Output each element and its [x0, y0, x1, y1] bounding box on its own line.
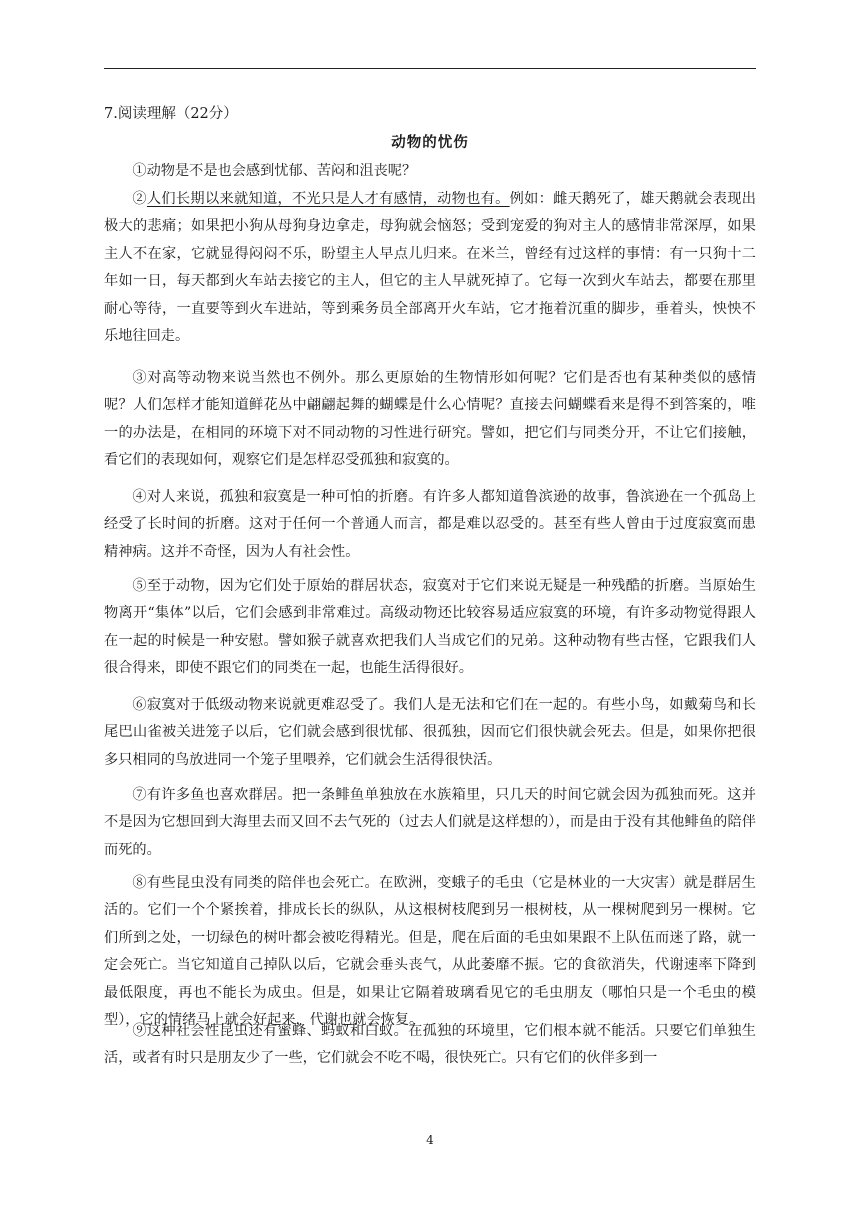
paragraph-3: ③对高等动物来说当然也不例外。那么更原始的生物情形如何呢？它们是否也有某种类似的感情呢？人们怎样才能知道鲜花丛中翩翩起舞的蝴蝶是什么心情呢？直接去问蝴蝶看来是得不到答案的，唯一的办法是，在相同的环境下对不同动物的习性进行研究。譬如，把它们与同类分开，不让它们接触，看它们的表现如何，观察它们是怎样忍受孤独和寂寞的。	[104, 370, 756, 469]
article-title: 动物的忧伤	[391, 134, 469, 151]
paragraph-1: ①动物是不是也会感到忧郁、苦闷和沮丧呢？	[132, 163, 417, 179]
header-rule	[104, 68, 756, 69]
paragraph-5: ⑤至于动物，因为它们处于原始的群居状态，寂寞对于它们来说无疑是一种残酷的折磨。当原始生物离开“集体”以后，它们会感到非常难过。高级动物还比较容易适应寂寞的环境，有许多动物觉得跟人在一起的时候是一种安慰。譬如猴子就喜欢把我们人当成它们的兄弟。这种动物有些古怪，它跟我们人很合得来，即使不跟它们的同类在一起，也能生活得很好。	[104, 578, 756, 677]
paragraph-8: ⑧有些昆虫没有同类的陪伴也会死亡。在欧洲，变蛾子的毛虫（它是林业的一大灾害）就是群居生活的。它们一个个紧挨着，排成长长的纵队，从这根树枝爬到另一根树枝，从一棵树爬到另一棵树。它们所到之处，一切绿色的树叶都会被吃得精光。但是，爬在后面的毛虫如果跟不上队伍而迷了路，就一定会死亡。当它知道自己掉队以后，它就会垂头丧气，从此萎靡不振。它的食欲消失，代谢速率下降到最低限度，再也不能长为成虫。但是，如果让它隔着玻璃看见它的毛虫朋友（哪怕只是一个毛虫的模型），它的情绪马上就会好起来，代谢也就会恢复。	[104, 875, 756, 1029]
paragraph-2-body: 例如：雌天鹅死了，雄天鹅就会表现出极大的悲痛；如果把小狗从母狗身边拿走，母狗就会恼怒；受到宠爱的狗对主人的感情非常深厚，如果主人不在家，它就显得闷闷不乐，盼望主人早点儿归来。在米兰，曾经有过这样的事情：有一只狗十二年如一日，每天都到火车站去接它的主人，但它的主人早就死掉了。它每一次到火车站去，都要在那里耐心等待，一直要等到火车进站，等到乘务员全部离开火车站，它才拖着沉重的脚步，垂着头，怏怏不乐地往回走。	[104, 191, 756, 345]
page-number: 4	[426, 1133, 434, 1147]
paragraph-2	[104, 186, 756, 350]
paragraph-2-number: ②	[132, 191, 147, 207]
underlined-sentence: 人们长期以来就知道，不光只是人才有感情，动物也有。	[146, 191, 510, 207]
paragraph-4: ④对人来说，孤独和寂寞是一种可怕的折磨。有许多人都知道鲁滨逊的故事，鲁滨逊在一个孤岛上经受了长时间的折磨。这对于任何一个普通人而言，都是难以忍受的。甚至有些人曾由于过度寂寞而患精神病。这并不奇怪，因为人有社会性。	[104, 489, 756, 560]
paragraph-6: ⑥寂寞对于低级动物来说就更难忍受了。我们人是无法和它们在一起的。有些小鸟，如戴菊鸟和长尾巴山雀被关进笼子以后，它们就会感到很忧郁、很孤独，因而它们很快就会死去。但是，如果你把很多只相同的鸟放进同一个笼子里喂养，它们就会生活得很快活。	[104, 697, 756, 768]
question-heading: 7.阅读理解（22分）	[104, 106, 238, 122]
paragraph-7: ⑦有许多鱼也喜欢群居。把一条鲱鱼单独放在水族箱里，只几天的时间它就会因为孤独而死。这并不是因为它想回到大海里去而又回不去气死的（过去人们就是这样想的），而是由于没有其他鲱鱼的陪伴而死的。	[104, 787, 756, 858]
paragraph-9: ⑨这种社会性昆虫还有蜜蜂、蚂蚁和白蚁。在孤独的环境里，它们根本就不能活。只要它们单独生活，或者有时只是朋友少了一些，它们就会不吃不喝，很快死亡。只有它们的伙伴多到一	[104, 1023, 756, 1067]
